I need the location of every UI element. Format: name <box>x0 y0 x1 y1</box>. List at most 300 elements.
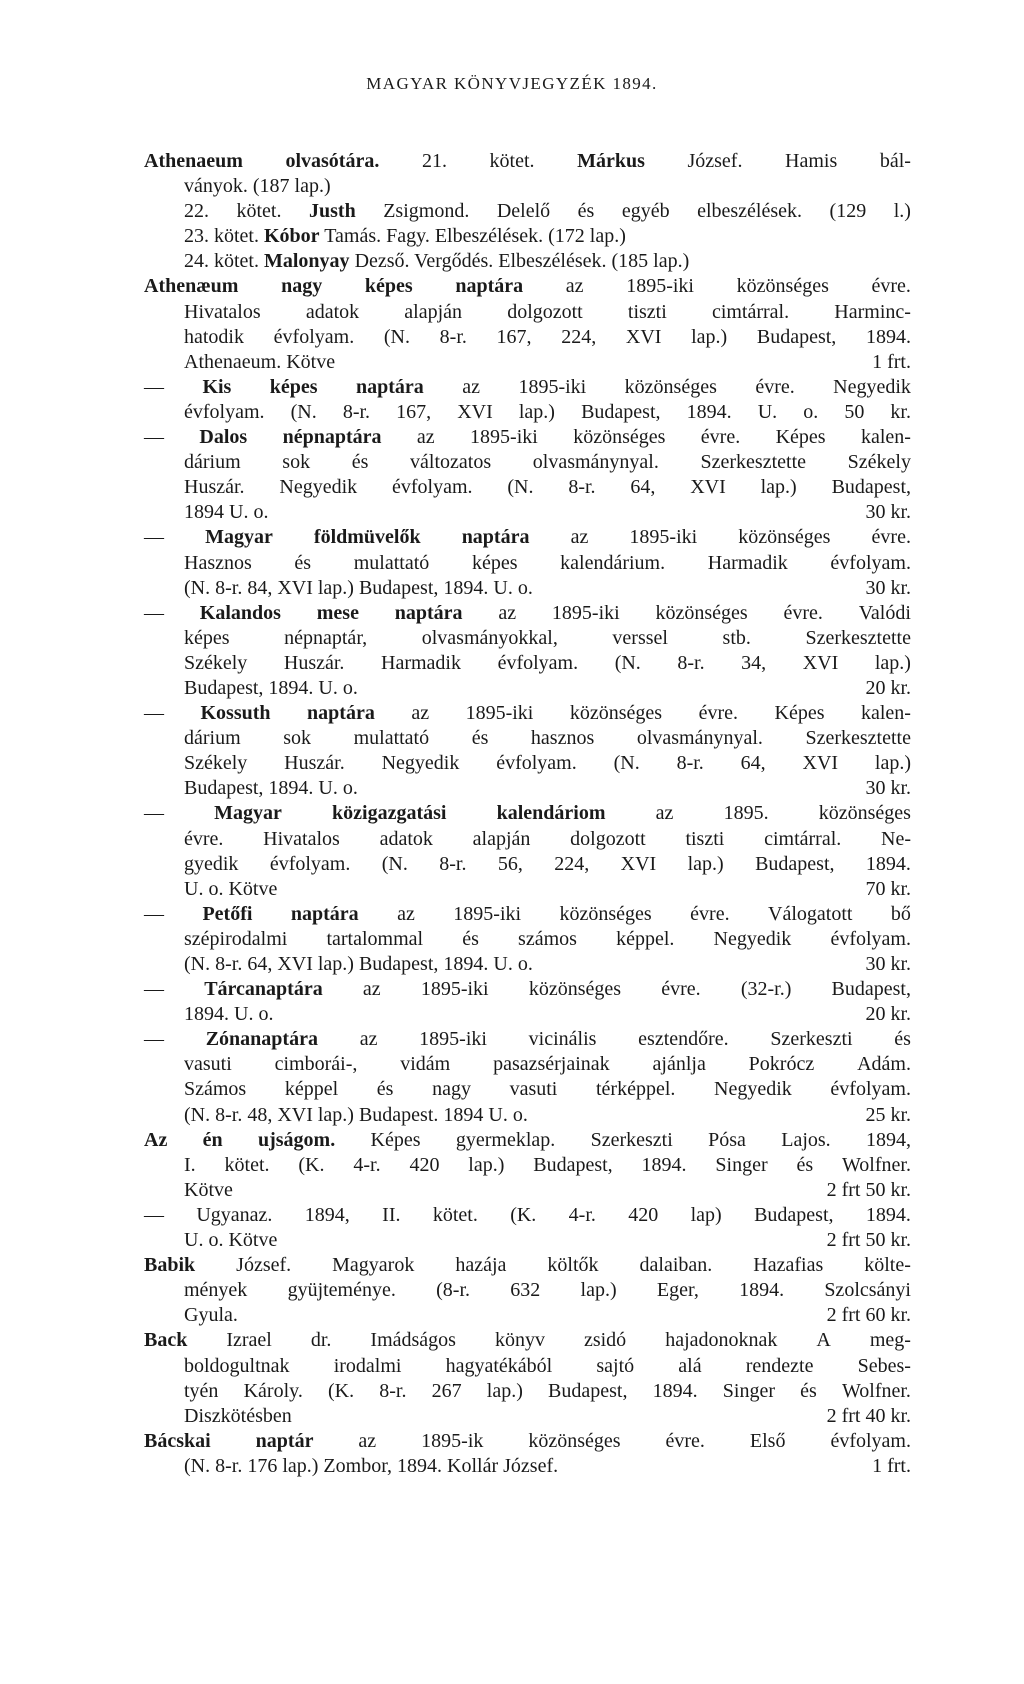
entry-word: sajtó <box>596 1354 635 1377</box>
entry-word: 1895-iki <box>629 526 698 549</box>
entry-word: 420 <box>409 1153 440 1176</box>
entry-word: Wolfner. <box>842 1153 911 1176</box>
entry-word: Magyar <box>214 802 282 825</box>
entry-line <box>144 1328 911 1353</box>
entry-word: 1894, <box>304 1203 350 1226</box>
entry-word: XVI <box>620 852 657 875</box>
entry-word: 1895-iki <box>420 978 489 1001</box>
entry-word: A <box>816 1329 831 1352</box>
entry-word: (K. <box>510 1203 537 1226</box>
entry-word: 632 <box>510 1279 541 1302</box>
entry-word: naptára <box>394 601 463 624</box>
entry-word: — <box>144 526 164 549</box>
entry-line <box>144 902 911 927</box>
entry-word: népnaptára <box>282 426 382 449</box>
entry-word: lap.) <box>691 325 728 348</box>
entry-word: az <box>362 978 381 1001</box>
entry-word: (32-r.) <box>740 978 792 1001</box>
entry-word: — <box>144 702 164 725</box>
entry-word: Számos <box>184 1078 247 1101</box>
entry-word: évfolyam. <box>830 1429 911 1452</box>
entry-word: évfolyam. <box>273 325 355 348</box>
entry-word: — <box>144 375 164 398</box>
entry-price: 1 frt. <box>872 350 911 373</box>
entry-word: irodalmi <box>333 1354 402 1377</box>
entry-word: és <box>894 1028 911 1051</box>
entry-word: Magyar <box>205 526 273 549</box>
entry-word: 1894. <box>641 1153 687 1176</box>
entry-word: Bácskai <box>144 1429 211 1452</box>
entry-word: évre. <box>665 1429 705 1452</box>
entry-word: Dalos <box>199 426 248 449</box>
entry-price: 2 frt 40 kr. <box>826 1404 911 1427</box>
entry-word: 1895-ik <box>421 1429 484 1452</box>
entry-word: tyén <box>184 1379 219 1402</box>
entry-word: U. <box>757 400 778 423</box>
entry-word: 8-r. <box>379 1379 407 1402</box>
entry-word: vicinális <box>528 1028 597 1051</box>
entry-word: XVI <box>457 400 493 423</box>
entry-price: 20 kr. <box>865 1003 911 1026</box>
entry-word: lap.) <box>580 1279 617 1302</box>
entry-word: és <box>471 727 489 750</box>
entry-word: alá <box>678 1354 702 1377</box>
entry-word: 167, <box>396 400 432 423</box>
entry-word: földmüvelők <box>313 526 421 549</box>
entry-text: 23. kötet. Kóbor Tamás. Fagy. Elbeszélések. (172 lap.) <box>184 225 626 248</box>
entry-word: dárium <box>184 727 241 750</box>
entry-word: tartalommal <box>326 927 424 950</box>
entry-word: (129 <box>829 200 867 223</box>
entry-word: Athenæum <box>144 275 239 298</box>
entry-word: Petőfi <box>202 902 253 925</box>
entry-word: Szerkesztette <box>805 727 911 750</box>
entry-word: évfolyam. <box>269 852 351 875</box>
entry-word: kalendáriom <box>496 802 606 825</box>
entry-word: 1895-iki <box>470 426 538 449</box>
entry-word: az <box>411 702 430 725</box>
entry-word: hagyatékából <box>445 1354 553 1377</box>
entry-word: Budapest, <box>754 1203 834 1226</box>
entry-word: naptár <box>255 1429 314 1452</box>
entry-word: közönséges <box>624 375 717 398</box>
entry-line <box>144 1429 911 1454</box>
entry-word: Tárcanaptára <box>204 978 323 1001</box>
entry-word: 267 <box>431 1379 462 1402</box>
entry-word: 1895-iki <box>518 375 587 398</box>
entry-word: képes <box>471 551 518 574</box>
entry-line <box>144 224 911 249</box>
entry-word: 8-r. <box>342 400 371 423</box>
entry-word: Székely <box>184 752 248 775</box>
entry-word: Harmadik <box>707 551 788 574</box>
entry-word: 224, <box>554 852 590 875</box>
entry-word: naptára <box>356 375 424 398</box>
entry-line <box>144 1052 911 1077</box>
entry-word: (N. <box>381 852 408 875</box>
entry-word: kalen- <box>860 426 911 449</box>
entry-line <box>144 300 911 325</box>
entry-word: évre. <box>783 601 823 624</box>
entry-word: hatodik <box>184 325 244 348</box>
entry-word: és <box>294 551 312 574</box>
entry-word: Hivatalos <box>263 827 340 850</box>
entry-line <box>144 1278 911 1303</box>
entry-line <box>144 450 911 475</box>
entry-text: U. o. Kötve <box>184 877 278 900</box>
entry-word: Wolfner. <box>842 1379 911 1402</box>
entry-word: olvasmányokkal, <box>421 626 558 649</box>
entry-line <box>144 1153 911 1178</box>
entry-word: Szerkesztette <box>805 626 911 649</box>
entry-word: az <box>416 426 435 449</box>
entry-word: évfolyam. <box>497 651 579 674</box>
entry-word: Az <box>144 1128 168 1151</box>
entry-word: képpel. <box>616 927 675 950</box>
entry-word: Magyarok <box>332 1254 415 1277</box>
entry-word: Huszár. <box>283 651 345 674</box>
entry-word: 8-r. <box>677 651 705 674</box>
entry-word: dr. <box>310 1329 332 1352</box>
entry-word: dolgozott <box>507 300 583 323</box>
entry-word: 4-r. <box>353 1153 381 1176</box>
entry-word: 1894. <box>739 1279 785 1302</box>
entry-word: Sebes- <box>857 1354 911 1377</box>
entry-line <box>144 375 911 400</box>
entry-word: — <box>144 978 164 1001</box>
entry-line <box>144 1027 911 1052</box>
entry-price: 2 frt 50 kr. <box>826 1229 911 1252</box>
entry-word: 1894. <box>865 852 911 875</box>
entry-word: Izrael <box>226 1329 272 1352</box>
entry-word: térképpel. <box>596 1078 676 1101</box>
entry-word: Kalandos <box>199 601 281 624</box>
entry-word: és <box>796 1153 814 1176</box>
entry-word: 167, <box>496 325 532 348</box>
entry-word: és <box>800 1379 817 1402</box>
entry-word: (N. <box>290 400 317 423</box>
entry-word: közönséges <box>736 275 829 298</box>
entry-line <box>144 350 911 375</box>
entry-word: 1894. <box>865 325 911 348</box>
entry-word: cimtárral. <box>711 300 790 323</box>
entry-word: közönséges <box>559 902 652 925</box>
entry-word: Budapest, <box>755 852 835 875</box>
entry-word: naptára <box>455 275 524 298</box>
entry-word: 1894, <box>866 1128 911 1151</box>
entry-word: Szerkeszti <box>770 1028 853 1051</box>
entry-word: 64, <box>630 476 656 499</box>
entry-word: Ne- <box>881 827 911 850</box>
entry-line <box>144 726 911 751</box>
entry-word: XVI <box>625 325 662 348</box>
entry-price: 20 kr. <box>865 676 911 699</box>
entry-price: 30 kr. <box>865 953 911 975</box>
entry-word: ajánlja <box>652 1053 706 1076</box>
entry-word: naptára <box>290 902 359 925</box>
entry-word: dolgozott <box>570 827 646 850</box>
entry-word: 8-r. <box>439 325 467 348</box>
entry-line <box>144 1203 911 1228</box>
entry-text: Budapest, 1894. U. o. <box>184 777 358 800</box>
entry-line <box>144 927 911 952</box>
entry-price: 70 kr. <box>865 877 911 900</box>
entry-word: Eger, <box>656 1279 699 1302</box>
entry-word: József. <box>236 1254 292 1277</box>
entry-word: Székely <box>184 651 248 674</box>
entry-word: és <box>462 927 479 950</box>
entry-word: mulattató <box>353 727 430 750</box>
entry-line <box>144 877 911 902</box>
entry-word: az <box>565 275 584 298</box>
entry-word: boldogultnak <box>184 1354 290 1377</box>
entry-word: bő <box>890 902 911 925</box>
entry-word: pasazsérjainak <box>493 1053 610 1076</box>
entry-word: Athenaeum <box>144 150 243 172</box>
entry-word: és <box>376 1078 394 1101</box>
entry-word: Székely <box>847 451 911 474</box>
entry-word: évre. <box>698 702 738 725</box>
entry-word: I. <box>184 1153 196 1176</box>
entry-word: Justh <box>309 200 356 223</box>
entry-word: cimborái-, <box>274 1053 358 1076</box>
entry-line <box>144 274 911 299</box>
entry-word: Huszár. <box>184 476 245 499</box>
entry-word: Adám. <box>857 1053 911 1076</box>
entry-line <box>144 500 911 525</box>
entry-word: stb. <box>722 626 751 649</box>
entry-line <box>144 852 911 877</box>
entry-word: Kossuth <box>200 702 271 725</box>
entry-word: Márkus <box>577 150 645 172</box>
entry-word: könyv <box>494 1329 545 1352</box>
entry-word: zsidó <box>583 1329 627 1352</box>
entry-word: az <box>655 802 674 825</box>
entry-word: Szerkesztette <box>700 451 807 474</box>
entry-word: az <box>570 526 589 549</box>
bibliography-body <box>144 149 911 1479</box>
entry-word: kalendárium. <box>560 551 666 574</box>
entry-word: cimtárral. <box>764 827 842 850</box>
entry-word: ujságom. <box>257 1128 336 1151</box>
entry-word: képes <box>269 375 318 398</box>
entry-line <box>144 827 911 852</box>
entry-text: Athenaeum. Kötve <box>184 350 336 373</box>
entry-text: (N. 8-r. 64, XVI lap.) Budapest, 1894. U. o. <box>184 953 533 975</box>
entry-text: 1894 U. o. <box>184 501 269 524</box>
entry-word: közigazgatási <box>332 802 447 825</box>
entry-word: közönséges <box>569 702 663 725</box>
entry-word: verssel <box>612 626 668 649</box>
entry-line <box>144 651 911 676</box>
entry-line <box>144 977 911 1002</box>
entry-line <box>144 1379 911 1404</box>
entry-word: olvasmánynyal. <box>636 727 763 750</box>
entry-word: közönséges <box>528 978 622 1001</box>
entry-line <box>144 1077 911 1102</box>
entry-word: Károly. <box>243 1379 303 1402</box>
entry-word: évre. <box>690 902 730 925</box>
entry-word: lap.) <box>874 651 911 674</box>
entry-word: és <box>577 200 595 223</box>
entry-price: 30 kr. <box>865 576 911 599</box>
entry-word: tiszti <box>685 827 725 850</box>
entry-word: hazája <box>455 1254 507 1277</box>
entry-text: ványok. (187 lap.) <box>184 175 331 198</box>
entry-word: nagy <box>281 275 323 298</box>
entry-word: közönséges <box>818 802 911 825</box>
entry-word: — <box>144 902 164 925</box>
entry-word: meg- <box>869 1329 911 1352</box>
entry-word: 8-r. <box>676 752 704 775</box>
entry-word: 50 <box>844 400 865 423</box>
entry-word: Hamis <box>785 150 838 172</box>
entry-text: 24. kötet. Malonyay Dezső. Vergődés. Elbeszélések. (185 lap.) <box>184 250 690 273</box>
entry-word: Lajos. <box>781 1128 831 1151</box>
entry-word: képpel <box>284 1078 339 1101</box>
entry-word: mulattató <box>353 551 430 574</box>
entry-price: 2 frt 50 kr. <box>826 1178 911 1201</box>
entry-word: egyéb <box>621 200 670 223</box>
entry-word: esztendőre. <box>638 1028 729 1051</box>
entry-word: Hivatalos <box>184 300 261 323</box>
entry-word: évfolyam. <box>830 1078 911 1101</box>
entry-word: költe- <box>864 1254 911 1277</box>
entry-line <box>144 149 911 174</box>
entry-word: Budapest, <box>756 325 837 348</box>
entry-line <box>144 249 911 274</box>
entry-word: (K. <box>328 1379 355 1402</box>
entry-word: 64, <box>740 752 766 775</box>
entry-word: évfolyam. <box>496 752 577 775</box>
entry-word: Valódi <box>858 601 911 624</box>
entry-word: Budapest, <box>831 978 911 1001</box>
entry-word: közönséges <box>738 526 831 549</box>
entry-word: sok <box>283 727 312 750</box>
entry-word: számos <box>518 927 577 950</box>
entry-word: József. <box>687 150 743 172</box>
entry-word: lap.) <box>518 400 555 423</box>
entry-word: II. <box>382 1203 401 1226</box>
entry-word: — <box>144 1203 164 1226</box>
entry-line <box>144 1454 911 1479</box>
entry-word: lap.) <box>486 1379 523 1402</box>
entry-text: (N. 8-r. 84, XVI lap.) Budapest, 1894. U. o. <box>184 576 533 599</box>
entry-text: U. o. Kötve <box>184 1229 278 1252</box>
entry-word: közönséges <box>573 426 666 449</box>
entry-word: Singer <box>715 1153 768 1176</box>
running-head: MAGYAR KÖNYVJEGYZÉK 1894. <box>366 74 658 93</box>
entry-word: 1895-iki <box>453 902 522 925</box>
entry-word: vidám <box>400 1053 451 1076</box>
entry-word: XVI <box>690 476 726 499</box>
entry-word: Negyedik <box>279 476 358 499</box>
entry-word: az <box>397 902 415 925</box>
entry-line <box>144 601 911 626</box>
entry-word: vasuti <box>184 1053 232 1076</box>
entry-word: évfolyam. <box>830 551 911 574</box>
entry-word: Zsigmond. <box>383 200 470 223</box>
entry-word: olvasmánynyal. <box>532 451 659 474</box>
entry-line <box>144 174 911 199</box>
entry-line <box>144 1128 911 1153</box>
entry-word: mese <box>316 601 359 624</box>
entry-word: Pokrócz <box>748 1053 815 1076</box>
entry-word: Kis <box>202 375 232 398</box>
entry-word: kötet. <box>489 150 535 172</box>
entry-word: kalen- <box>860 702 911 725</box>
entry-word: adatok <box>305 300 360 323</box>
entry-word: Delelő <box>496 200 551 223</box>
entry-text: (N. 8-r. 176 lap.) Zombor, 1894. Kollár József. <box>184 1454 559 1477</box>
entry-word: alapján <box>472 827 531 850</box>
entry-word: és <box>351 451 369 474</box>
entry-word: 1895-iki <box>419 1028 487 1051</box>
entry-word: (N. <box>614 651 641 674</box>
entry-price: 30 kr. <box>865 501 911 524</box>
entry-word: 22. <box>184 200 209 223</box>
entry-word: Huszár. <box>284 752 345 775</box>
entry-word: Negyedik <box>833 375 911 398</box>
entry-word: Ugyanaz. <box>196 1203 273 1226</box>
entry-word: o. <box>803 400 819 423</box>
entry-word: (N. <box>383 325 410 348</box>
entry-word: Válogatott <box>768 902 853 925</box>
entry-word: 1894. <box>652 1379 698 1402</box>
entry-word: Harminc- <box>834 300 911 323</box>
entry-word: mények <box>184 1279 248 1302</box>
entry-word: (N. <box>507 476 534 499</box>
entry-word: Negyedik <box>713 927 792 950</box>
entry-word: évre. <box>871 275 911 298</box>
entry-word: elbeszélések. <box>697 200 803 223</box>
entry-word: 1894. <box>865 1203 911 1226</box>
entry-word: Képes <box>775 426 826 449</box>
entry-word: kr. <box>890 400 911 423</box>
entry-word: nagy <box>432 1078 471 1101</box>
entry-word: lap.) <box>760 476 797 499</box>
entry-text: 1894. U. o. <box>184 1003 274 1026</box>
entry-word: hajadonoknak <box>665 1329 778 1352</box>
entry-word: dalaiban. <box>639 1254 713 1277</box>
entry-word: Budapest, <box>533 1153 613 1176</box>
entry-word: közönséges <box>528 1429 621 1452</box>
entry-line <box>144 475 911 500</box>
entry-word: az <box>358 1429 377 1452</box>
entry-word: az <box>359 1028 378 1051</box>
entry-word: vasuti <box>509 1078 558 1101</box>
entry-word: lap.) <box>874 752 911 775</box>
entry-word: gyüjteménye. <box>287 1279 396 1302</box>
entry-line <box>144 1002 911 1027</box>
entry-text: Diszkötésben <box>184 1404 292 1427</box>
entry-text: (N. 8-r. 48, XVI lap.) Budapest. 1894 U. o. <box>184 1103 528 1126</box>
entry-word: változatos <box>410 451 492 474</box>
entry-word: 1895-iki <box>626 275 694 298</box>
entry-line <box>144 1253 911 1278</box>
entry-word: képes <box>364 275 413 298</box>
entry-word: kötet. <box>432 1203 478 1226</box>
entry-word: Hasznos <box>184 551 252 574</box>
entry-line <box>144 551 911 576</box>
entry-word: évre. <box>871 526 911 549</box>
entry-word: 56, <box>497 852 523 875</box>
entry-word: Budapest, <box>548 1379 628 1402</box>
entry-line <box>144 325 911 350</box>
entry-text: Budapest, 1894. U. o. <box>184 676 358 699</box>
entry-word: 21. <box>421 150 447 172</box>
entry-price: 1 frt. <box>872 1454 911 1477</box>
